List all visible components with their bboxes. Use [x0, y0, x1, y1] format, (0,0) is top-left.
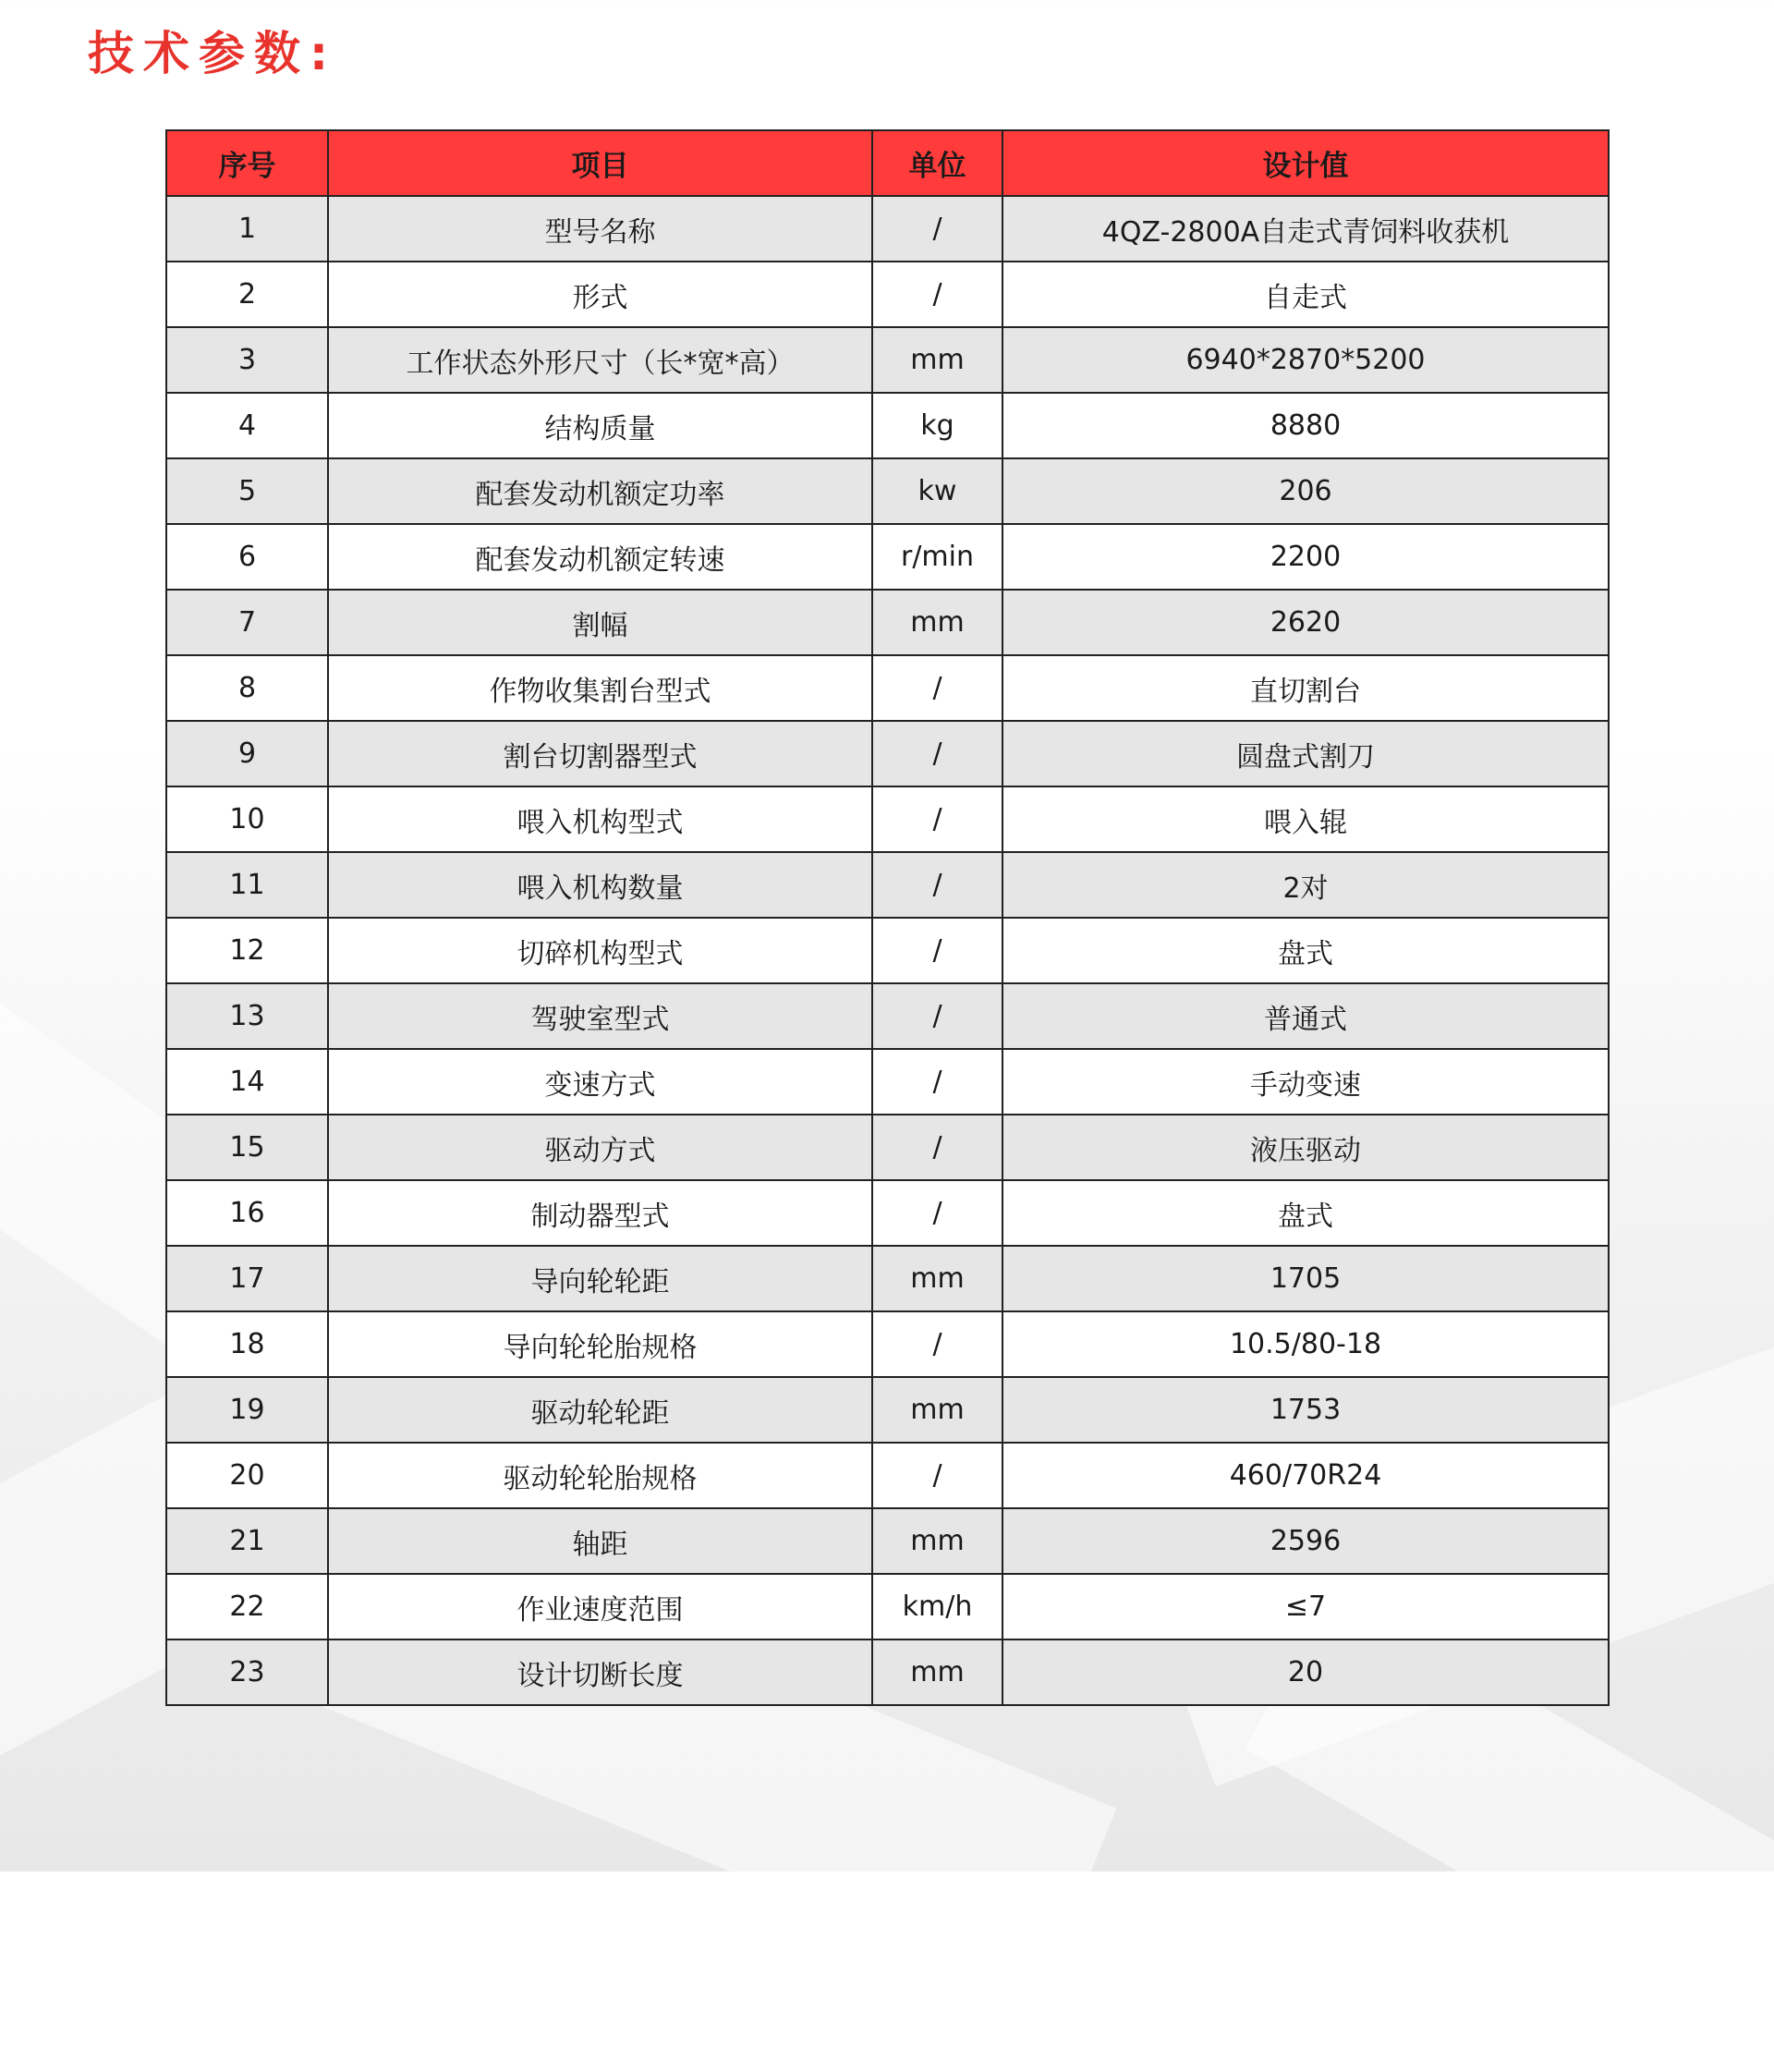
cell-item: 喂入机构型式 — [328, 786, 872, 852]
header-item: 项目 — [328, 130, 872, 196]
cell-design-value: 液压驱动 — [1002, 1115, 1609, 1180]
cell-index: 6 — [166, 524, 328, 590]
cell-item: 作物收集割台型式 — [328, 655, 872, 721]
cell-index: 8 — [166, 655, 328, 721]
cell-design-value: 8880 — [1002, 393, 1609, 458]
header-index: 序号 — [166, 130, 328, 196]
cell-index: 18 — [166, 1311, 328, 1377]
cell-index: 22 — [166, 1574, 328, 1639]
cell-index: 11 — [166, 852, 328, 918]
cell-unit: / — [872, 1443, 1002, 1508]
cell-index: 21 — [166, 1508, 328, 1574]
cell-item: 驱动轮轮距 — [328, 1377, 872, 1443]
cell-item: 配套发动机额定功率 — [328, 458, 872, 524]
cell-unit: / — [872, 655, 1002, 721]
table-row — [166, 393, 1609, 458]
cell-unit: / — [872, 1115, 1002, 1180]
table-row — [166, 1246, 1609, 1311]
cell-item: 导向轮轮胎规格 — [328, 1311, 872, 1377]
cell-index: 17 — [166, 1246, 328, 1311]
cell-index: 14 — [166, 1049, 328, 1115]
cell-index: 5 — [166, 458, 328, 524]
table-body — [166, 196, 1609, 1705]
cell-index: 15 — [166, 1115, 328, 1180]
cell-unit: / — [872, 983, 1002, 1049]
cell-index: 4 — [166, 393, 328, 458]
table-row — [166, 1049, 1609, 1115]
cell-design-value: 206 — [1002, 458, 1609, 524]
table-row — [166, 1377, 1609, 1443]
cell-unit: / — [872, 262, 1002, 327]
cell-unit: / — [872, 721, 1002, 786]
cell-item: 设计切断长度 — [328, 1639, 872, 1705]
header-unit: 单位 — [872, 130, 1002, 196]
cell-unit: mm — [872, 1377, 1002, 1443]
cell-design-value: 盘式 — [1002, 918, 1609, 983]
cell-design-value: 4QZ-2800A自走式青饲料收获机 — [1002, 196, 1609, 262]
cell-unit: mm — [872, 1639, 1002, 1705]
cell-unit: / — [872, 852, 1002, 918]
cell-unit: / — [872, 1311, 1002, 1377]
cell-item: 制动器型式 — [328, 1180, 872, 1246]
cell-design-value: 喂入辊 — [1002, 786, 1609, 852]
cell-unit: / — [872, 918, 1002, 983]
table-row — [166, 590, 1609, 655]
cell-index: 1 — [166, 196, 328, 262]
cell-design-value: 10.5/80-18 — [1002, 1311, 1609, 1377]
cell-unit: / — [872, 196, 1002, 262]
table-row — [166, 262, 1609, 327]
cell-unit: kw — [872, 458, 1002, 524]
cell-index: 3 — [166, 327, 328, 393]
cell-index: 12 — [166, 918, 328, 983]
table-row — [166, 983, 1609, 1049]
cell-index: 19 — [166, 1377, 328, 1443]
table-row — [166, 524, 1609, 590]
table-row — [166, 1180, 1609, 1246]
cell-index: 16 — [166, 1180, 328, 1246]
table-row — [166, 1574, 1609, 1639]
cell-design-value: 2对 — [1002, 852, 1609, 918]
cell-design-value: 1705 — [1002, 1246, 1609, 1311]
cell-design-value: 460/70R24 — [1002, 1443, 1609, 1508]
table-header-row — [166, 130, 1609, 196]
table-row — [166, 918, 1609, 983]
cell-design-value: 圆盘式割刀 — [1002, 721, 1609, 786]
cell-design-value: 2620 — [1002, 590, 1609, 655]
cell-item: 切碎机构型式 — [328, 918, 872, 983]
cell-unit: r/min — [872, 524, 1002, 590]
header-design-value: 设计值 — [1002, 130, 1609, 196]
cell-item: 驾驶室型式 — [328, 983, 872, 1049]
cell-design-value: 6940*2870*5200 — [1002, 327, 1609, 393]
cell-item: 轴距 — [328, 1508, 872, 1574]
table-row — [166, 196, 1609, 262]
cell-design-value: 普通式 — [1002, 983, 1609, 1049]
cell-design-value: 盘式 — [1002, 1180, 1609, 1246]
table-row — [166, 1639, 1609, 1705]
page-title: 技术参数: — [88, 27, 337, 80]
cell-design-value: ≤7 — [1002, 1574, 1609, 1639]
cell-item: 变速方式 — [328, 1049, 872, 1115]
cell-item: 喂入机构数量 — [328, 852, 872, 918]
cell-index: 7 — [166, 590, 328, 655]
cell-unit: / — [872, 1180, 1002, 1246]
cell-index: 2 — [166, 262, 328, 327]
table-row — [166, 852, 1609, 918]
cell-design-value: 自走式 — [1002, 262, 1609, 327]
cell-unit: mm — [872, 1508, 1002, 1574]
cell-unit: / — [872, 1049, 1002, 1115]
cell-design-value: 20 — [1002, 1639, 1609, 1705]
cell-item: 形式 — [328, 262, 872, 327]
cell-index: 23 — [166, 1639, 328, 1705]
cell-item: 型号名称 — [328, 196, 872, 262]
table-row — [166, 786, 1609, 852]
cell-unit: mm — [872, 327, 1002, 393]
cell-item: 驱动轮轮胎规格 — [328, 1443, 872, 1508]
table-row — [166, 1115, 1609, 1180]
cell-design-value: 直切割台 — [1002, 655, 1609, 721]
cell-item: 作业速度范围 — [328, 1574, 872, 1639]
cell-unit: / — [872, 786, 1002, 852]
cell-unit: km/h — [872, 1574, 1002, 1639]
cell-index: 13 — [166, 983, 328, 1049]
cell-item: 驱动方式 — [328, 1115, 872, 1180]
table-row — [166, 721, 1609, 786]
cell-index: 10 — [166, 786, 328, 852]
table-row — [166, 458, 1609, 524]
cell-item: 割幅 — [328, 590, 872, 655]
cell-design-value: 手动变速 — [1002, 1049, 1609, 1115]
cell-design-value: 1753 — [1002, 1377, 1609, 1443]
cell-unit: mm — [872, 1246, 1002, 1311]
cell-item: 工作状态外形尺寸（长*宽*高） — [328, 327, 872, 393]
spec-table — [165, 129, 1610, 1706]
cell-design-value: 2596 — [1002, 1508, 1609, 1574]
cell-item: 割台切割器型式 — [328, 721, 872, 786]
table-row — [166, 1508, 1609, 1574]
table-row — [166, 327, 1609, 393]
cell-item: 结构质量 — [328, 393, 872, 458]
cell-item: 配套发动机额定转速 — [328, 524, 872, 590]
cell-index: 20 — [166, 1443, 328, 1508]
cell-index: 9 — [166, 721, 328, 786]
cell-unit: mm — [872, 590, 1002, 655]
table-row — [166, 655, 1609, 721]
cell-unit: kg — [872, 393, 1002, 458]
table-row — [166, 1443, 1609, 1508]
cell-design-value: 2200 — [1002, 524, 1609, 590]
table-row — [166, 1311, 1609, 1377]
cell-item: 导向轮轮距 — [328, 1246, 872, 1311]
